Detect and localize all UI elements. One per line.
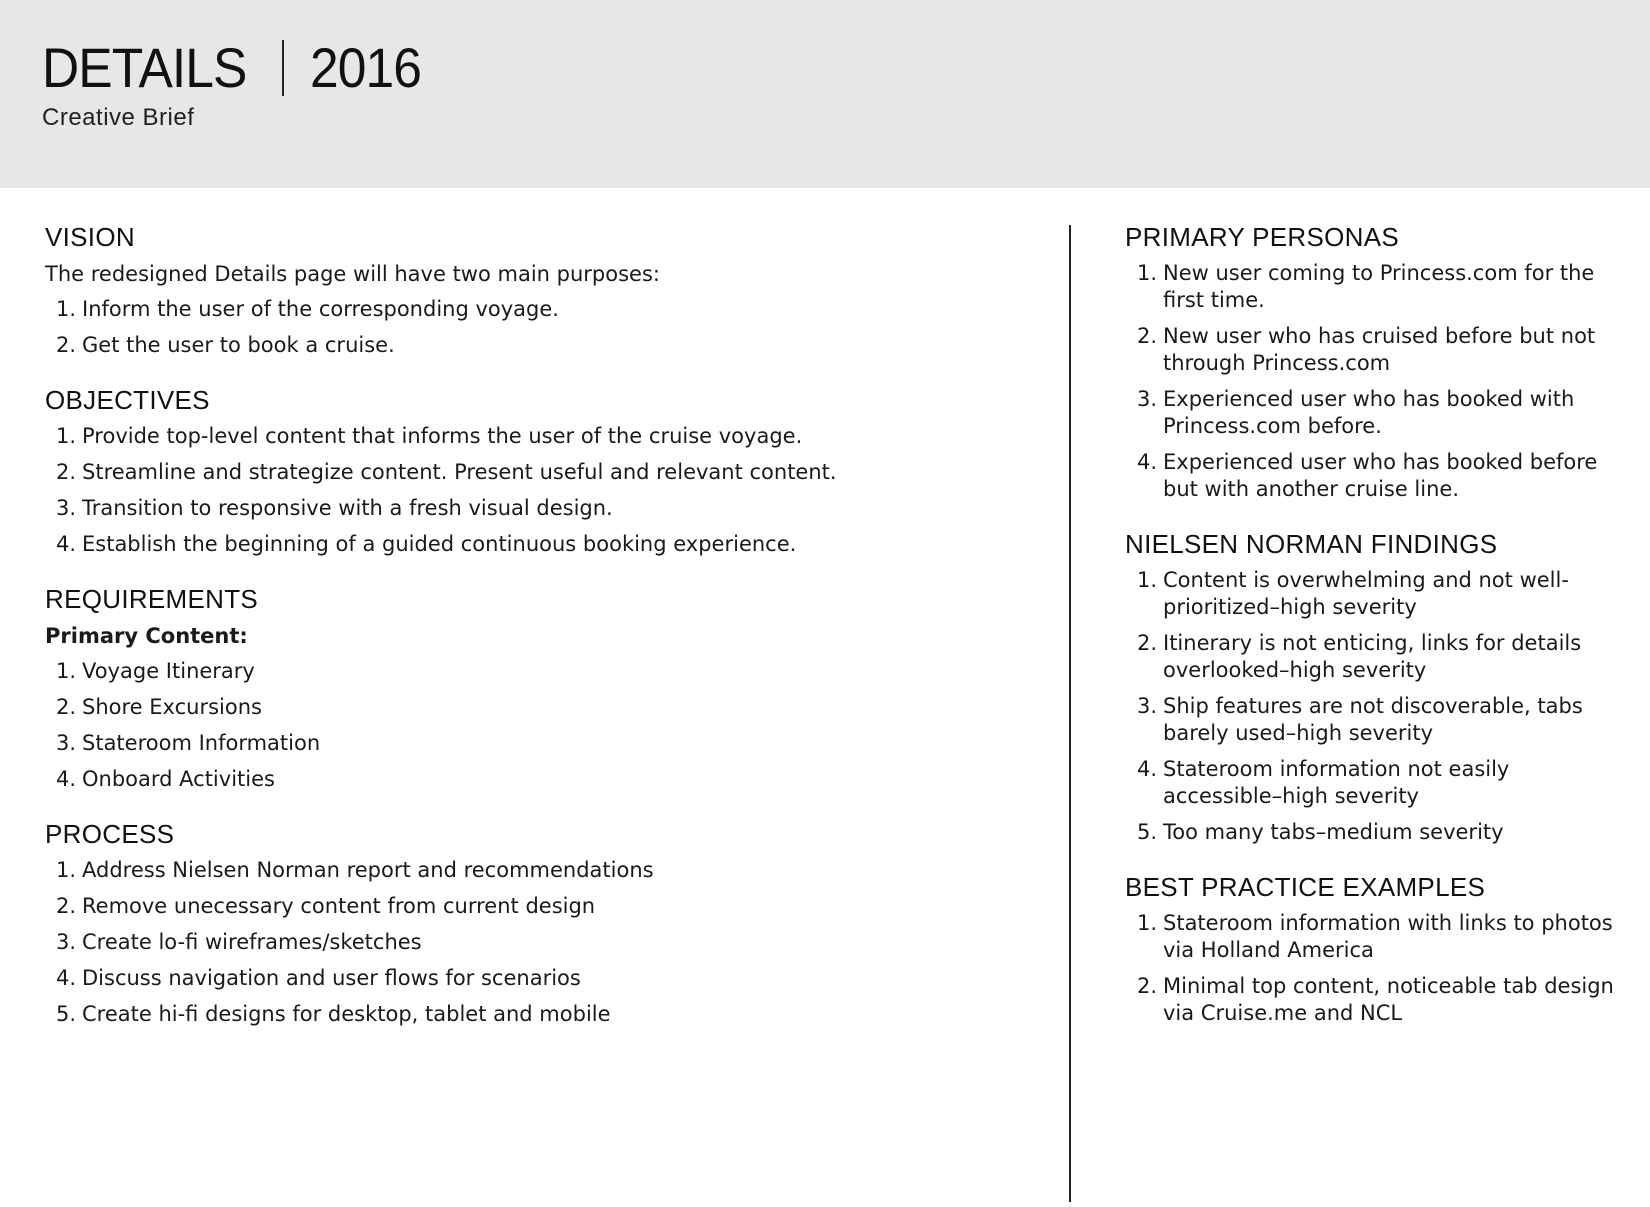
page-title — [42, 32, 431, 104]
best-practice-section — [1125, 870, 1625, 1027]
list-item: 1. Provide top-level content that informs the user of the cruise voyage. — [56, 424, 803, 448]
title-text: DETAILS — [42, 36, 247, 99]
list-item: 2. Itinerary is not enticing, links for details overlooked–high severity — [1137, 631, 1582, 682]
list-item: 3. Transition to responsive with a fresh visual design. — [56, 496, 613, 520]
list-item: 1. New user coming to Princess.com for the first time. — [1137, 261, 1595, 312]
list-item: 1. Inform the user of the corresponding voyage. — [56, 297, 559, 321]
vision-section — [45, 220, 1025, 359]
list-item: 2. Get the user to book a cruise. — [56, 333, 395, 357]
findings-list — [1125, 567, 1625, 846]
findings-section — [1125, 527, 1625, 846]
process-section — [45, 817, 1025, 1028]
list-item: 2. Shore Excursions — [56, 695, 262, 719]
title-separator — [282, 40, 284, 96]
list-item: 3. Experienced user who has booked with Princess.com before. — [1137, 387, 1575, 438]
objectives-heading: OBJECTIVES — [45, 385, 210, 415]
personas-section — [1125, 220, 1625, 503]
objectives-list — [45, 423, 1025, 558]
list-item: 5. Too many tabs–medium severity — [1137, 820, 1504, 844]
list-item: 2. New user who has cruised before but not through Princess.com — [1137, 324, 1596, 375]
requirements-list — [45, 658, 1025, 793]
list-item: 2. Streamline and strategize content. Present useful and relevant content. — [56, 460, 837, 484]
objectives-section — [45, 383, 1025, 558]
list-item: 3. Create lo-fi wireframes/sketches — [56, 930, 422, 954]
requirements-section — [45, 582, 1025, 793]
personas-list — [1125, 260, 1625, 503]
list-item: 4. Experienced user who has booked before but with another cruise line. — [1137, 450, 1598, 501]
header-band — [0, 0, 1650, 188]
list-item: 2. Minimal top content, noticeable tab design via Cruise.me and NCL — [1137, 974, 1614, 1025]
list-item: 1. Stateroom information with links to photos via Holland America — [1137, 911, 1613, 962]
list-item: 1. Voyage Itinerary — [56, 659, 255, 683]
column-divider — [1069, 225, 1071, 1202]
title-year: 2016 — [310, 36, 422, 99]
list-item: 3. Stateroom Information — [56, 731, 321, 755]
list-item: 4. Establish the beginning of a guided continuous booking experience. — [56, 532, 797, 556]
vision-list — [45, 296, 1025, 359]
list-item: 1. Content is overwhelming and not well-prioritized–high severity — [1137, 568, 1569, 619]
process-heading: PROCESS — [45, 819, 175, 849]
findings-heading: NIELSEN NORMAN FINDINGS — [1125, 529, 1498, 559]
page-subtitle: Creative Brief — [42, 104, 195, 131]
vision-heading: VISION — [45, 222, 135, 252]
process-list — [45, 857, 1025, 1028]
requirements-heading: REQUIREMENTS — [45, 584, 259, 614]
list-item: 5. Create hi-fi designs for desktop, tablet and mobile — [56, 1002, 611, 1026]
list-item: 4. Discuss navigation and user flows for scenarios — [56, 966, 581, 990]
best-practice-list — [1125, 910, 1625, 1027]
best-practice-heading: BEST PRACTICE EXAMPLES — [1125, 872, 1486, 902]
list-item: 4. Onboard Activities — [56, 767, 275, 791]
requirements-subheading: Primary Content: — [45, 624, 248, 648]
right-column — [1125, 220, 1625, 1051]
list-item: 3. Ship features are not discoverable, tabs barely used–high severity — [1137, 694, 1583, 745]
vision-intro: The redesigned Details page will have two main purposes: — [45, 262, 660, 286]
list-item: 1. Address Nielsen Norman report and recommendations — [56, 858, 654, 882]
list-item: 4. Stateroom information not easily accessible–high severity — [1137, 757, 1510, 808]
personas-heading: PRIMARY PERSONAS — [1125, 222, 1400, 252]
list-item: 2. Remove unecessary content from current design — [56, 894, 596, 918]
left-column — [45, 220, 1025, 1052]
